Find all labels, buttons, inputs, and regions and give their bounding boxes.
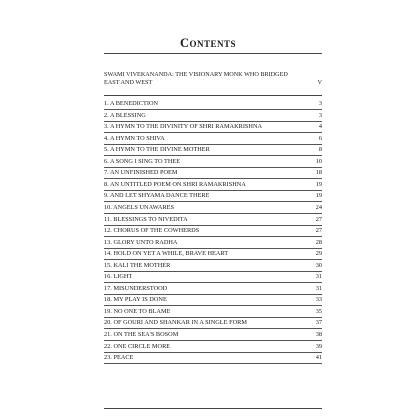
toc-entry-page-number: 35: [315, 307, 322, 315]
toc-entry[interactable]: [104, 122, 322, 133]
page-title: Contents: [179, 36, 237, 50]
toc-entry[interactable]: [104, 191, 322, 202]
toc-entry-title: 9. AND LET SHYAMA DANCE THERE: [104, 192, 210, 200]
toc-entry-title: 7. AN UNFINISHED POEM: [104, 169, 178, 177]
toc-entry-page-number: 18: [315, 169, 322, 177]
toc-entry-page-number: 3: [318, 100, 322, 107]
toc-entry-page-number: 4: [318, 123, 322, 131]
toc-entry-page-number: 39: [315, 342, 322, 350]
toc-entry[interactable]: [104, 272, 322, 283]
toc-entry-page-number: 37: [315, 319, 322, 327]
toc-entry-title: 8. AN UNTITLED POEM ON SHRI RAMAKRISHNA: [104, 180, 246, 188]
toc-entry-title: 23. PEACE: [104, 354, 134, 362]
toc-entry-title: 4. A HYMN TO SHIVA: [104, 134, 165, 142]
toc-entry[interactable]: [104, 157, 322, 168]
toc-entry-title: 11. BLESSINGS TO NIVEDITA: [104, 215, 188, 223]
toc-entry-page-number: 19: [315, 192, 322, 200]
toc-entry-title: 21. ON THE SEA'S BOSOM: [104, 331, 179, 338]
toc-entry-page-number: 33: [315, 296, 322, 304]
toc-entry-title: 19. NO ONE TO BLAME: [104, 307, 171, 315]
toc-entry[interactable]: [104, 226, 322, 237]
toc-entry[interactable]: [104, 249, 322, 260]
toc-entry[interactable]: [104, 99, 322, 110]
toc-entry[interactable]: [104, 353, 322, 364]
toc-entry-title: 2. A BLESSING: [104, 111, 146, 119]
toc-entry-page-number: 6: [318, 134, 322, 142]
toc-entry-page-number: 27: [315, 227, 322, 235]
bottom-rule: [104, 408, 322, 409]
toc-entry[interactable]: [104, 180, 322, 191]
intro-rule: [104, 95, 322, 96]
toc-entry-page-number: 30: [315, 261, 322, 269]
toc-entry-page-number: 8: [318, 146, 322, 154]
toc-entry-page-number: 41: [315, 354, 322, 362]
intro-line-2: EAST AND WEST: [104, 79, 153, 86]
toc-entry-page-number: 24: [315, 203, 322, 211]
toc-entry-page-number: 31: [315, 273, 322, 281]
toc-entry[interactable]: [104, 261, 322, 272]
intro-entry[interactable]: [104, 71, 322, 87]
toc-entry-page-number: 29: [315, 250, 322, 258]
toc-entry-page-number: 28: [315, 238, 322, 246]
toc-entry[interactable]: [104, 238, 322, 249]
intro-line-2-row: [104, 79, 322, 87]
toc-entry-page-number: 10: [315, 157, 322, 165]
toc-entry[interactable]: [104, 342, 322, 353]
toc-entry-title: 5. A HYMN TO THE DIVINE MOTHER: [104, 146, 210, 154]
toc-entry-title: 12. CHORUS OF THE COWHERDS: [104, 227, 200, 235]
toc-entry-title: 15. KALI THE MOTHER: [104, 261, 171, 269]
toc-entry-title: 10. ANGELS UNAWARES: [104, 203, 174, 211]
intro-line-1: SWAMI VIVEKANANDA: THE VISIONARY MONK WHO BRIDGED: [104, 71, 288, 78]
toc-entry-title: 3. A HYMN TO THE DIVINITY OF SHRI RAMAKRISHNA: [104, 123, 263, 131]
toc-entry[interactable]: [104, 134, 322, 145]
toc-entry-title: 14. HOLD ON YET A WHILE, BRAVE HEART: [104, 250, 229, 258]
toc-entry[interactable]: [104, 295, 322, 306]
toc-entry-title: 1. A BENEDICTION: [104, 100, 159, 107]
toc-entry[interactable]: [104, 145, 322, 156]
toc-entry[interactable]: [104, 111, 322, 122]
title-rule: [104, 53, 322, 54]
toc-entry[interactable]: [104, 215, 322, 226]
toc-entry-page-number: 31: [315, 284, 322, 292]
toc-entry[interactable]: [104, 318, 322, 329]
toc-entry-title: 20. OF GOURI AND SHANKAR IN A SINGLE FORM: [104, 319, 247, 327]
toc-entry[interactable]: [104, 168, 322, 179]
toc-entry-page-number: 38: [315, 331, 322, 338]
intro-page-number: V: [317, 79, 322, 86]
toc-entry[interactable]: [104, 203, 322, 214]
toc-entry-page-number: 3: [318, 111, 322, 119]
toc-entry[interactable]: [104, 284, 322, 295]
toc-entry-title: 18. MY PLAY IS DONE: [104, 296, 167, 304]
toc-entry-page-number: 19: [315, 180, 322, 188]
toc-entry-title: 6. A SONG I SING TO THEE: [104, 157, 181, 165]
toc-entry-page-number: 27: [315, 215, 322, 223]
toc-entry-title: 13. GLORY UNTO RADHA: [104, 238, 178, 246]
toc-entry[interactable]: [104, 307, 322, 318]
toc-entry[interactable]: [104, 330, 322, 341]
toc-entry-title: 17. MISUNDERSTOOD: [104, 284, 168, 292]
toc-entry-title: 22. ONE CIRCLE MORE: [104, 342, 171, 350]
toc-entry-title: 16. LIGHT: [104, 273, 133, 281]
